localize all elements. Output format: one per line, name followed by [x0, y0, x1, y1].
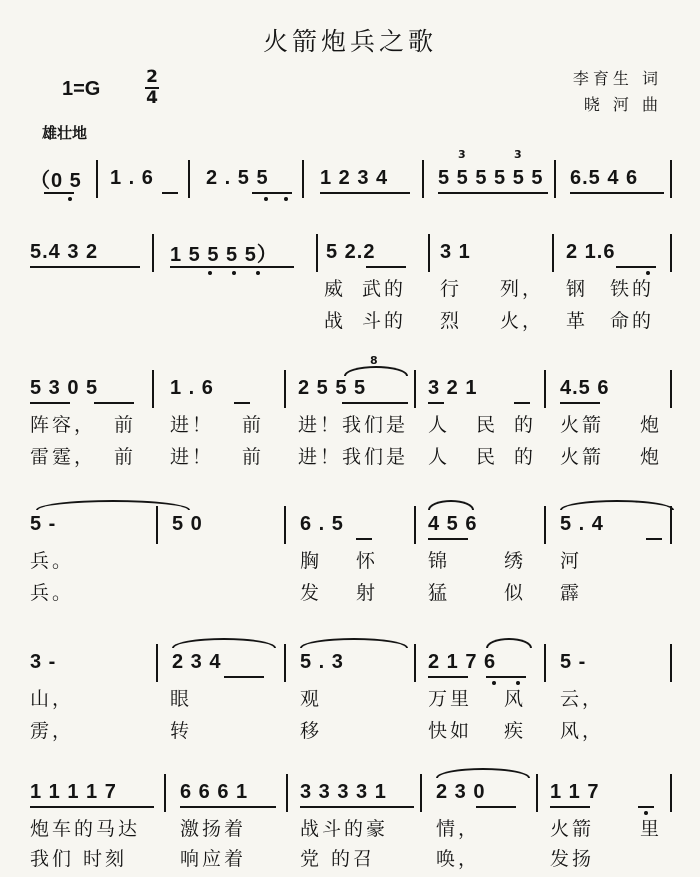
bar-line	[554, 160, 556, 198]
bar-line	[316, 234, 318, 272]
bar-line	[670, 644, 672, 682]
staff-line	[30, 780, 670, 804]
underline	[234, 402, 250, 404]
lyric-verse-2: 霹	[560, 582, 583, 604]
measure: 5 5 5 5 5 5	[438, 166, 544, 189]
underline	[170, 266, 294, 268]
measure: 4 5 6	[428, 512, 478, 535]
underline	[428, 538, 468, 540]
song-title: 火箭炮兵之歌	[262, 27, 437, 56]
lyric-verse-2: 射	[356, 582, 379, 604]
lyric-verse-2: 进！	[170, 446, 215, 468]
measure: 3 -	[30, 650, 57, 673]
bar-line	[156, 644, 158, 682]
lyric-verse-2: 的	[514, 446, 537, 468]
underline	[30, 806, 154, 808]
bar-line	[96, 160, 98, 198]
triplet-mark: 8	[370, 354, 378, 367]
lyric-verse-1: 前	[114, 414, 137, 436]
slur	[560, 500, 674, 510]
bar-line	[152, 234, 154, 272]
lyric-verse-1: 怀	[356, 550, 379, 572]
score-system-4	[30, 504, 670, 604]
lyric-verse-2: 革	[566, 310, 589, 332]
lyric-verse-1: 云，	[560, 688, 605, 710]
lyric-verse-1: 武的	[362, 278, 407, 300]
underline	[486, 676, 526, 678]
measure: 5 3 0 5	[30, 376, 99, 399]
lyric-verse-1: 人	[428, 414, 451, 436]
underline	[646, 538, 662, 540]
octave-dot	[232, 271, 236, 275]
lyric-verse-2: 响应着	[180, 848, 247, 870]
underline	[550, 806, 590, 808]
bar-line	[544, 506, 546, 544]
lyric-verse-2: 战	[324, 310, 347, 332]
measure: （0 5	[30, 169, 82, 192]
staff-line	[30, 354, 670, 400]
measure: 2 3 0	[436, 780, 486, 803]
measure: 4.5 6	[560, 376, 610, 399]
lyric-verse-1: 情，	[436, 818, 481, 840]
lyric-verse-2: 进！我们是	[298, 446, 409, 468]
bar-line	[156, 506, 158, 544]
lyric-verse-2: 火箭	[560, 446, 605, 468]
lyric-verse-1: 民	[476, 414, 499, 436]
lyric-verse-1: 行	[440, 278, 463, 300]
bar-line	[414, 506, 416, 544]
slur	[36, 500, 190, 510]
lyric-verse-1: 火箭	[560, 414, 605, 436]
time-signature-bottom: 4	[146, 88, 158, 108]
composer-credit: 晓 河 曲	[583, 95, 662, 114]
measure: 5 -	[560, 650, 587, 673]
slur	[172, 638, 276, 648]
bar-line	[420, 774, 422, 812]
lyric-verse-2: 风，	[560, 720, 605, 742]
lyric-verse-2: 猛	[428, 582, 451, 604]
bar-line	[414, 644, 416, 682]
measure: 1 1 7	[550, 780, 600, 803]
lyric-verse-2: 疾	[504, 720, 527, 742]
slur	[486, 638, 532, 648]
underline	[514, 402, 530, 404]
underline	[366, 266, 406, 268]
lyric-verse-1: 胸	[300, 550, 323, 572]
measure: 5.4 3 2	[30, 240, 99, 263]
measure: 1 2 3 4	[320, 166, 389, 189]
lyric-verse-1: 眼	[170, 688, 193, 710]
lyric-verse-2: 炮	[640, 446, 663, 468]
measure: 2 1 7 6	[428, 650, 497, 673]
octave-dot	[256, 271, 260, 275]
bar-line	[670, 506, 672, 544]
bar-line	[284, 506, 286, 544]
lyric-verse-2: 斗的	[362, 310, 407, 332]
measure: 5 0	[172, 512, 203, 535]
measure: 5 2.2	[326, 240, 376, 263]
score-system-5	[30, 642, 670, 742]
bar-line	[544, 644, 546, 682]
underline	[638, 806, 654, 808]
staff-line	[30, 512, 670, 536]
lyric-verse-2: 唤，	[436, 848, 481, 870]
lyric-verse-1: 铁的	[610, 278, 655, 300]
bar-line	[284, 644, 286, 682]
lyric-verse-1: 炮	[640, 414, 663, 436]
score-system-1	[30, 148, 670, 198]
score-system-3	[30, 354, 670, 468]
score-system-6	[30, 772, 670, 870]
lyric-verse-1: 进！	[170, 414, 215, 436]
measure: 2 . 5 5	[206, 166, 269, 189]
lyric-verse-1: 兵。	[30, 550, 75, 572]
bar-line	[670, 160, 672, 198]
lyric-verse-1: 山，	[30, 688, 75, 710]
lyric-verse-2: 发扬	[550, 848, 595, 870]
lyric-verse-2: 火，	[500, 310, 545, 332]
time-signature-top: 2	[146, 67, 158, 87]
lyric-verse-2: 前	[114, 446, 137, 468]
lyric-verse-2: 雷霆，	[30, 446, 97, 468]
lyric-verse-2: 快如	[428, 720, 473, 742]
measure: 2 3 4	[172, 650, 222, 673]
bar-line	[544, 370, 546, 408]
bar-line	[188, 160, 190, 198]
lyric-verse-1: 激扬着	[180, 818, 247, 840]
slur	[344, 366, 408, 376]
lyric-verse-1: 观	[300, 688, 323, 710]
underline	[570, 192, 664, 194]
lyric-verse-2: 人	[428, 446, 451, 468]
slur	[300, 638, 408, 648]
lyric-verse-1: 前	[242, 414, 265, 436]
underline	[252, 192, 292, 194]
measure: 5 . 3	[300, 650, 344, 673]
octave-dot	[68, 197, 72, 201]
underline	[44, 192, 74, 194]
measure: 1 1 1 1 7	[30, 780, 117, 803]
underline	[162, 192, 178, 194]
octave-dot	[284, 197, 288, 201]
lyric-verse-1: 阵容，	[30, 414, 97, 436]
underline	[94, 402, 134, 404]
lyric-verse-2: 民	[476, 446, 499, 468]
measure: 6 6 6 1	[180, 780, 249, 803]
tempo-marking: 雄壮地	[42, 124, 88, 142]
bar-line	[536, 774, 538, 812]
key-signature: 1=G	[62, 78, 101, 100]
lyric-verse-1: 锦	[428, 550, 451, 572]
measure: 3 3 3 3 1	[300, 780, 387, 803]
lyric-verse-2: 似	[504, 582, 527, 604]
measure: 3 2 1	[428, 376, 478, 399]
lyric-verse-1: 火箭	[550, 818, 595, 840]
underline	[616, 266, 656, 268]
lyric-verse-1: 战斗的豪	[300, 818, 389, 840]
measure: 2 5 5 5	[298, 376, 367, 399]
bar-line	[670, 370, 672, 408]
lyric-verse-2: 移	[300, 720, 323, 742]
measure: 2 1.6	[566, 240, 616, 263]
lyric-verse-1: 炮车的马达	[30, 818, 141, 840]
lyric-verse-2: 雳，	[30, 720, 75, 742]
underline	[476, 806, 516, 808]
underline	[300, 806, 414, 808]
lyric-verse-2: 转	[170, 720, 193, 742]
bar-line	[670, 774, 672, 812]
lyric-verse-1: 进！我们是	[298, 414, 409, 436]
lyric-verse-1: 列，	[500, 278, 545, 300]
bar-line	[164, 774, 166, 812]
underline	[224, 676, 264, 678]
octave-dot	[208, 271, 212, 275]
lyric-verse-2: 我们 时刻	[30, 848, 128, 870]
underline	[320, 192, 410, 194]
bar-line	[286, 774, 288, 812]
underline	[560, 402, 600, 404]
staff-line	[30, 240, 670, 264]
lyric-verse-2: 兵。	[30, 582, 75, 604]
measure: 1 5 5 5 5）	[170, 243, 278, 266]
lyric-verse-1: 的	[514, 414, 537, 436]
triplet-mark: 3	[514, 148, 522, 161]
bar-line	[152, 370, 154, 408]
bar-line	[422, 160, 424, 198]
underline	[428, 402, 444, 404]
lyric-verse-1: 里	[640, 818, 663, 840]
lyric-verse-2: 发	[300, 582, 323, 604]
underline	[438, 192, 548, 194]
lyric-verse-1: 河	[560, 550, 583, 572]
underline	[356, 538, 372, 540]
bar-line	[284, 370, 286, 408]
bar-line	[670, 234, 672, 272]
bar-line	[552, 234, 554, 272]
underline	[342, 402, 408, 404]
lyric-verse-2: 烈	[440, 310, 463, 332]
slur	[428, 500, 474, 510]
lyric-verse-1: 威	[324, 278, 347, 300]
time-signature	[145, 69, 159, 107]
slur	[436, 768, 530, 778]
lyric-verse-1: 万里	[428, 688, 473, 710]
lyric-verse-2: 党 的召	[300, 848, 376, 870]
underline	[180, 806, 276, 808]
triplet-mark: 3	[458, 148, 466, 161]
lyric-verse-1: 钢	[566, 278, 589, 300]
bar-line	[302, 160, 304, 198]
octave-dot	[492, 681, 496, 685]
measure: 6.5 4 6	[570, 166, 639, 189]
lyric-verse-2: 前	[242, 446, 265, 468]
bar-line	[428, 234, 430, 272]
bar-line	[414, 370, 416, 408]
score-system-2	[30, 232, 670, 332]
measure: 1 . 6	[170, 376, 214, 399]
measure: 3 1	[440, 240, 471, 263]
underline	[30, 266, 140, 268]
measure: 6 . 5	[300, 512, 344, 535]
octave-dot	[264, 197, 268, 201]
measure: 5 -	[30, 512, 57, 535]
staff-line	[30, 650, 670, 674]
staff-line	[30, 148, 670, 192]
lyric-verse-1: 绣	[504, 550, 527, 572]
underline	[428, 676, 468, 678]
measure: 1 . 6	[110, 166, 154, 189]
underline	[30, 402, 70, 404]
measure: 5 . 4	[560, 512, 604, 535]
lyric-verse-1: 风	[504, 688, 527, 710]
lyricist-credit: 李育生 词	[572, 69, 662, 88]
lyric-verse-2: 命的	[610, 310, 655, 332]
